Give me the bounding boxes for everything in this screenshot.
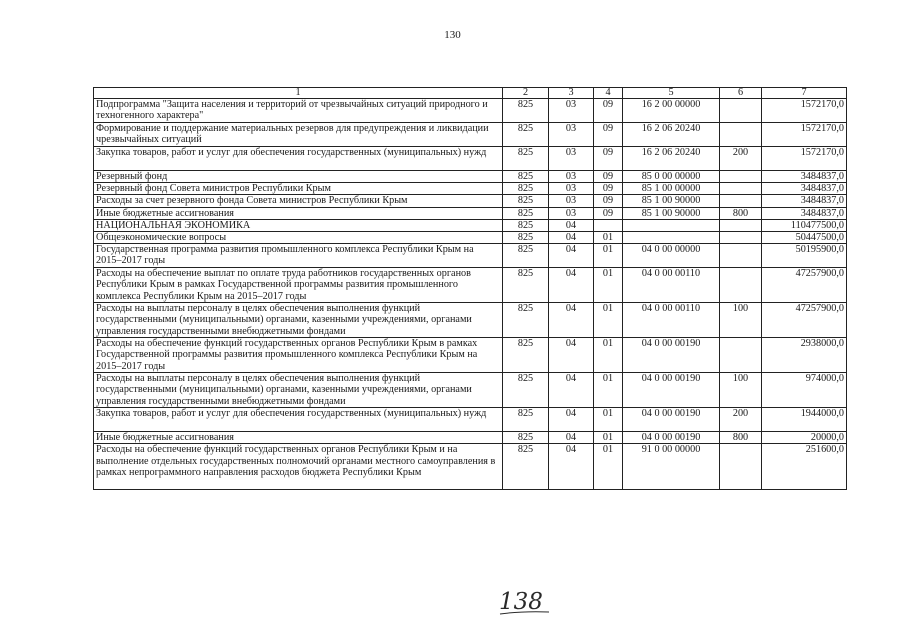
cell-podrazdel: 09 xyxy=(594,183,623,195)
cell-ved: 825 xyxy=(503,432,549,444)
cell-razdel: 03 xyxy=(549,123,594,147)
cell-razdel: 04 xyxy=(549,408,594,432)
cell-podrazdel xyxy=(594,219,623,231)
cell-ved: 825 xyxy=(503,171,549,183)
budget-table xyxy=(93,87,847,490)
cell-vr xyxy=(720,268,762,303)
cell-podrazdel: 01 xyxy=(594,244,623,268)
cell-sum: 251600,0 xyxy=(762,444,847,490)
cell-name: Закупка товаров, работ и услуг для обеспечения государственных (муниципальных) нужд xyxy=(94,408,503,432)
cell-podrazdel: 01 xyxy=(594,373,623,408)
cell-ved: 825 xyxy=(503,219,549,231)
cell-sum: 20000,0 xyxy=(762,432,847,444)
cell-name: Закупка товаров, работ и услуг для обеспечения государственных (муниципальных) нужд xyxy=(94,147,503,171)
cell-name: НАЦИОНАЛЬНАЯ ЭКОНОМИКА xyxy=(94,219,503,231)
cell-podrazdel: 09 xyxy=(594,195,623,207)
cell-razdel: 04 xyxy=(549,232,594,244)
cell-ved: 825 xyxy=(503,303,549,338)
cell-name: Подпрограмма "Защита населения и территорий от чрезвычайных ситуаций природного и техногенного характера" xyxy=(94,99,503,123)
cell-csr: 16 2 06 20240 xyxy=(623,123,720,147)
cell-podrazdel: 09 xyxy=(594,123,623,147)
cell-vr: 200 xyxy=(720,408,762,432)
cell-ved: 825 xyxy=(503,244,549,268)
cell-csr xyxy=(623,232,720,244)
cell-sum: 110477500,0 xyxy=(762,219,847,231)
cell-vr: 100 xyxy=(720,303,762,338)
col-header: 6 xyxy=(720,88,762,99)
cell-ved: 825 xyxy=(503,408,549,432)
cell-csr: 04 0 00 00110 xyxy=(623,303,720,338)
cell-name: Иные бюджетные ассигнования xyxy=(94,207,503,219)
cell-name: Расходы на выплаты персоналу в целях обеспечения выполнения функций государственными (муниципальными) органами, казенными учреждениями, органами управления государственными внебюджетными фондами xyxy=(94,303,503,338)
table-row xyxy=(94,432,847,444)
cell-podrazdel: 09 xyxy=(594,207,623,219)
cell-sum: 50195900,0 xyxy=(762,244,847,268)
cell-sum: 1572170,0 xyxy=(762,147,847,171)
cell-sum: 2938000,0 xyxy=(762,338,847,373)
cell-csr: 04 0 00 00190 xyxy=(623,338,720,373)
table-row xyxy=(94,373,847,408)
cell-csr: 16 2 06 20240 xyxy=(623,147,720,171)
cell-csr: 04 0 00 00110 xyxy=(623,268,720,303)
cell-name: Расходы за счет резервного фонда Совета министров Республики Крым xyxy=(94,195,503,207)
cell-ved: 825 xyxy=(503,373,549,408)
cell-name: Расходы на обеспечение функций государственных органов Республики Крым в рамках Государственной программы развития промышленного комплекса Республики Крым на 2015–2017 годы xyxy=(94,338,503,373)
table-row xyxy=(94,268,847,303)
cell-ved: 825 xyxy=(503,338,549,373)
table-row xyxy=(94,219,847,231)
col-header: 5 xyxy=(623,88,720,99)
cell-vr: 100 xyxy=(720,373,762,408)
cell-sum: 47257900,0 xyxy=(762,268,847,303)
cell-csr: 91 0 00 00000 xyxy=(623,444,720,490)
cell-csr xyxy=(623,219,720,231)
table-row xyxy=(94,171,847,183)
table-row xyxy=(94,195,847,207)
cell-vr xyxy=(720,338,762,373)
cell-csr: 85 1 00 90000 xyxy=(623,207,720,219)
cell-razdel: 04 xyxy=(549,244,594,268)
table-row xyxy=(94,207,847,219)
cell-sum: 47257900,0 xyxy=(762,303,847,338)
cell-sum: 974000,0 xyxy=(762,373,847,408)
table-body xyxy=(94,99,847,490)
cell-name: Государственная программа развития промышленного комплекса Республики Крым на 2015–2017 годы xyxy=(94,244,503,268)
cell-podrazdel: 09 xyxy=(594,147,623,171)
cell-razdel: 04 xyxy=(549,338,594,373)
cell-razdel: 04 xyxy=(549,444,594,490)
cell-csr: 04 0 00 00190 xyxy=(623,373,720,408)
cell-ved: 825 xyxy=(503,123,549,147)
table-row xyxy=(94,303,847,338)
cell-csr: 04 0 00 00000 xyxy=(623,244,720,268)
table-row xyxy=(94,99,847,123)
col-header: 7 xyxy=(762,88,847,99)
cell-ved: 825 xyxy=(503,444,549,490)
cell-vr xyxy=(720,244,762,268)
cell-sum: 3484837,0 xyxy=(762,183,847,195)
cell-vr: 800 xyxy=(720,207,762,219)
col-header: 1 xyxy=(94,88,503,99)
cell-razdel: 04 xyxy=(549,268,594,303)
col-header: 4 xyxy=(594,88,623,99)
table-row xyxy=(94,338,847,373)
cell-sum: 50447500,0 xyxy=(762,232,847,244)
cell-ved: 825 xyxy=(503,99,549,123)
cell-sum: 1944000,0 xyxy=(762,408,847,432)
cell-csr: 16 2 00 00000 xyxy=(623,99,720,123)
cell-podrazdel: 09 xyxy=(594,171,623,183)
cell-name: Резервный фонд xyxy=(94,171,503,183)
svg-text:138: 138 xyxy=(499,589,543,615)
cell-vr xyxy=(720,444,762,490)
cell-ved: 825 xyxy=(503,183,549,195)
handwritten-page-number xyxy=(497,581,557,621)
cell-razdel: 03 xyxy=(549,99,594,123)
cell-ved: 825 xyxy=(503,207,549,219)
cell-razdel: 03 xyxy=(549,207,594,219)
cell-podrazdel: 09 xyxy=(594,99,623,123)
cell-vr xyxy=(720,123,762,147)
cell-name: Резервный фонд Совета министров Республики Крым xyxy=(94,183,503,195)
cell-razdel: 04 xyxy=(549,303,594,338)
cell-name: Иные бюджетные ассигнования xyxy=(94,432,503,444)
table-row xyxy=(94,183,847,195)
cell-podrazdel: 01 xyxy=(594,444,623,490)
cell-podrazdel: 01 xyxy=(594,268,623,303)
cell-csr: 04 0 00 00190 xyxy=(623,432,720,444)
cell-razdel: 04 xyxy=(549,432,594,444)
cell-sum: 3484837,0 xyxy=(762,171,847,183)
cell-csr: 85 1 00 90000 xyxy=(623,195,720,207)
table-row xyxy=(94,147,847,171)
cell-sum: 1572170,0 xyxy=(762,123,847,147)
cell-razdel: 03 xyxy=(549,147,594,171)
col-header: 2 xyxy=(503,88,549,99)
cell-ved: 825 xyxy=(503,268,549,303)
cell-razdel: 03 xyxy=(549,195,594,207)
cell-name: Расходы на обеспечение выплат по оплате труда работников государственных органов Республики Крым в рамках Государственной программы развития промышленного комплекса Республики Крым на 2015–2017 годы xyxy=(94,268,503,303)
cell-razdel: 03 xyxy=(549,183,594,195)
cell-razdel: 04 xyxy=(549,373,594,408)
cell-podrazdel: 01 xyxy=(594,408,623,432)
cell-vr xyxy=(720,183,762,195)
cell-sum: 3484837,0 xyxy=(762,207,847,219)
table-header-row xyxy=(94,88,847,99)
table-row xyxy=(94,232,847,244)
cell-vr: 200 xyxy=(720,147,762,171)
cell-razdel: 04 xyxy=(549,219,594,231)
cell-vr xyxy=(720,195,762,207)
cell-name: Расходы на выплаты персоналу в целях обеспечения выполнения функций государственными (муниципальными) органами, казенными учреждениями, органами управления государственными внебюджетными фондами xyxy=(94,373,503,408)
cell-vr xyxy=(720,232,762,244)
cell-sum: 1572170,0 xyxy=(762,99,847,123)
table-row xyxy=(94,244,847,268)
cell-vr xyxy=(720,171,762,183)
cell-csr: 04 0 00 00190 xyxy=(623,408,720,432)
table-row xyxy=(94,408,847,432)
page-number: 130 xyxy=(444,29,461,41)
cell-vr xyxy=(720,219,762,231)
cell-vr xyxy=(720,99,762,123)
cell-sum: 3484837,0 xyxy=(762,195,847,207)
table-row xyxy=(94,444,847,490)
cell-podrazdel: 01 xyxy=(594,432,623,444)
cell-name: Расходы на обеспечение функций государственных органов Республики Крым и на выполнение отдельных государственных полномочий органами местного самоуправления в рамках непрограммного направления расходов бюджета Республики Крым xyxy=(94,444,503,490)
col-header: 3 xyxy=(549,88,594,99)
table-row xyxy=(94,123,847,147)
cell-ved: 825 xyxy=(503,147,549,171)
cell-csr: 85 0 00 00000 xyxy=(623,171,720,183)
cell-name: Общеэкономические вопросы xyxy=(94,232,503,244)
cell-name: Формирование и поддержание материальных резервов для предупреждения и ликвидации чрезвычайных ситуаций xyxy=(94,123,503,147)
cell-vr: 800 xyxy=(720,432,762,444)
cell-podrazdel: 01 xyxy=(594,232,623,244)
cell-podrazdel: 01 xyxy=(594,338,623,373)
cell-ved: 825 xyxy=(503,232,549,244)
cell-csr: 85 1 00 00000 xyxy=(623,183,720,195)
cell-ved: 825 xyxy=(503,195,549,207)
cell-razdel: 03 xyxy=(549,171,594,183)
cell-podrazdel: 01 xyxy=(594,303,623,338)
